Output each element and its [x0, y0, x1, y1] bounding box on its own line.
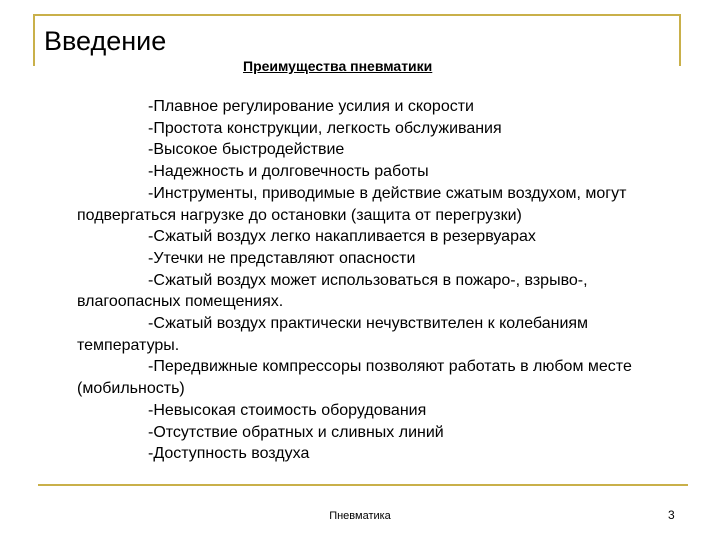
advantages-list	[77, 96, 667, 465]
list-item: -Простота конструкции, легкость обслуживания	[148, 119, 502, 137]
list-item: -Высокое быстродействие	[148, 141, 345, 159]
list-item: -Сжатый воздух может использоваться в пожаро-, взрыво-, влагоопасных помещениях.	[77, 271, 588, 311]
list-item: -Доступность воздуха	[148, 445, 310, 463]
bottom-rule	[38, 484, 688, 486]
list-item: -Передвижные компрессоры позволяют работать в любом месте (мобильность)	[77, 358, 632, 398]
list-item: -Инструменты, приводимые в действие сжатым воздухом, могут подвергаться нагрузке до остановки (защита от перегрузки)	[77, 184, 627, 224]
right-rule	[679, 14, 681, 66]
slide-title: Введение	[44, 26, 167, 56]
list-item: -Утечки не представляют опасности	[148, 249, 416, 267]
list-item: -Надежность и долговечность работы	[148, 163, 429, 181]
slide-subtitle: Преимущества пневматики	[243, 58, 433, 74]
list-item: -Плавное регулирование усилия и скорости	[148, 98, 474, 115]
left-rule	[33, 14, 35, 66]
list-item: -Невысокая стоимость оборудования	[148, 401, 427, 419]
list-item: -Отсутствие обратных и сливных линий	[148, 423, 444, 441]
list-item: -Сжатый воздух практически нечувствителен к колебаниям температуры.	[77, 315, 589, 354]
page-number: 3	[668, 508, 675, 522]
footer-text: Пневматика	[329, 510, 391, 522]
list-item: -Сжатый воздух легко накапливается в резервуарах	[148, 228, 536, 246]
top-rule	[33, 14, 681, 16]
